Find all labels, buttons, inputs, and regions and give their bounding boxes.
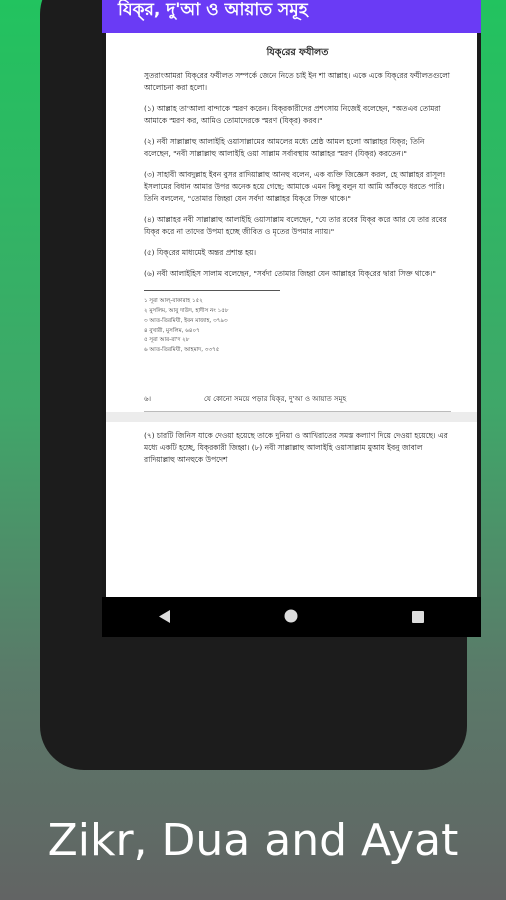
home-icon xyxy=(284,608,298,627)
footnote: ২ মুসলিম, আবু দাউদ, হাদীস নং ১৫৮ xyxy=(144,307,229,314)
page-1 xyxy=(106,33,477,412)
phone-frame xyxy=(40,0,467,770)
footnote-divider xyxy=(144,290,280,291)
paragraph: (৭) চারটি জিনিস যাকে দেওয়া হয়েছে তাকে দুনিয়া ও আখিরাতের সমস্ত কল্যাণ দিয়ে দেওয়া হয়েছে। এর মধ্যে একটি হচ্ছে, যিক্‌রকারী জিহ্বা। (৮) নবী সাল্লাল্লাহু আলাইহি ওয়াসাল্লাম মুআয ইবনু জাবাল রাদিয়াল্লাহু আনহুকে উপদেশ xyxy=(144,431,448,465)
paragraph: (২) নবী সাল্লাল্লাহু আলাইহি ওয়াসাল্লামের আমলের মধ্যে শ্রেষ্ঠ আমল হলো আল্লাহর যিক্‌র; তিনি বলেছেন, "নবী সাল্লাল্লাহু আলাইহি ওয়া সাল্লাম সর্বাবস্থায় আল্লাহর স্মরণ (যিক্‌র) করতেন।" xyxy=(144,137,425,159)
footnote: ১ সূরা আল্-বাকারাহ ১৫২ xyxy=(144,298,203,305)
book-content[interactable] xyxy=(106,33,477,597)
paragraph: (১) আল্লাহ তা'আলা বান্দাকে স্মরণ করেন। যিক্‌রকারীদের প্রশংসায় নিজেই বলেছেন, "অতএব তোমরা আমাকে স্মরণ কর, আমিও তোমাদেরকে স্মরণ (যিক্‌র) করব।" xyxy=(144,104,441,126)
paragraph: (৫) যিক্‌রের মাধ্যমেই অন্তর প্রশান্ত হয়। xyxy=(144,248,256,258)
footnote: ৬ আত-তিরমিযী, আহমাদ, ৩৩৭৫ xyxy=(144,347,220,354)
footnote: ৫ সূরা আর-রা'দ ২৮ xyxy=(144,337,190,344)
paragraph: (৬) নবী আলাইহিস সালাম বলেছেন, "সর্বদা তোমার জিহ্বা যেন আল্লাহর যিক্‌রের দ্বারা সিক্ত থাকে।" xyxy=(144,269,436,279)
promo-caption: Zikr, Dua and Ayat xyxy=(47,815,459,866)
footnote: ৩ আত-তিরমিযী, ইবন মাজাহ, ৩৭৯৩ xyxy=(144,317,228,324)
paragraph: সুতরাংআমরা যিক্‌রের ফযীলত সম্পর্কে জেনে নিতে চাই ইন শা আল্লাহ। একে একে যিক্‌রের ফযীলতগুলো আলোচনা করা হলো। xyxy=(144,71,450,93)
paragraph: (৪) আল্লাহর নবী সাল্লাল্লাহু আলাইহি ওয়াসাল্লাম বলেছেন, "যে তার রবের যিক্‌র করে আর যে তার রবের যিক্‌র করে না তাদের উপমা হচ্ছে জীবিত ও মৃতের উপমার ন্যায়।" xyxy=(144,215,447,237)
paragraph: (৩) সাহাবী আবদুল্লাহ ইবন বুসর রাদিয়াল্লাহু আনহু বলেন, এক ব্যক্তি জিজ্ঞেস করল, হে আল্লাহর রাসূল! ইসলামের বিধান আমার উপর অনেক হয়ে গেছে; আমাকে এমন কিছু বলুন যা আমি আঁকড়ে ধরতে পারি। তিনি বললেন, "তোমার জিহ্বা যেন সর্বদা আল্লাহর যিক্‌রে সিক্ত থাকে।" xyxy=(144,170,446,204)
navigation-bar xyxy=(102,597,481,637)
page-number: ৬। xyxy=(144,394,152,403)
recents-button[interactable] xyxy=(406,605,430,629)
running-title: যে কোনো সময়ে পড়ার যিক্‌র, দু'আ ও আয়াত সমূহ xyxy=(204,394,347,403)
recents-icon xyxy=(412,608,424,627)
phone-screen xyxy=(102,0,481,637)
back-icon xyxy=(159,608,171,627)
app-title: যিক্‌র, দু'আ ও আয়াত সমূহ xyxy=(118,0,308,20)
page-2 xyxy=(106,422,477,466)
back-button[interactable] xyxy=(153,605,177,629)
page-separator xyxy=(106,412,477,422)
page-footer xyxy=(144,394,451,412)
home-button[interactable] xyxy=(279,605,303,629)
footnote: ৪ বুখারী, মুসলিম, ৬৪০৭ xyxy=(144,327,200,334)
app-bar xyxy=(102,0,481,33)
page-heading: যিক্‌রের ফযীলত xyxy=(266,47,329,58)
